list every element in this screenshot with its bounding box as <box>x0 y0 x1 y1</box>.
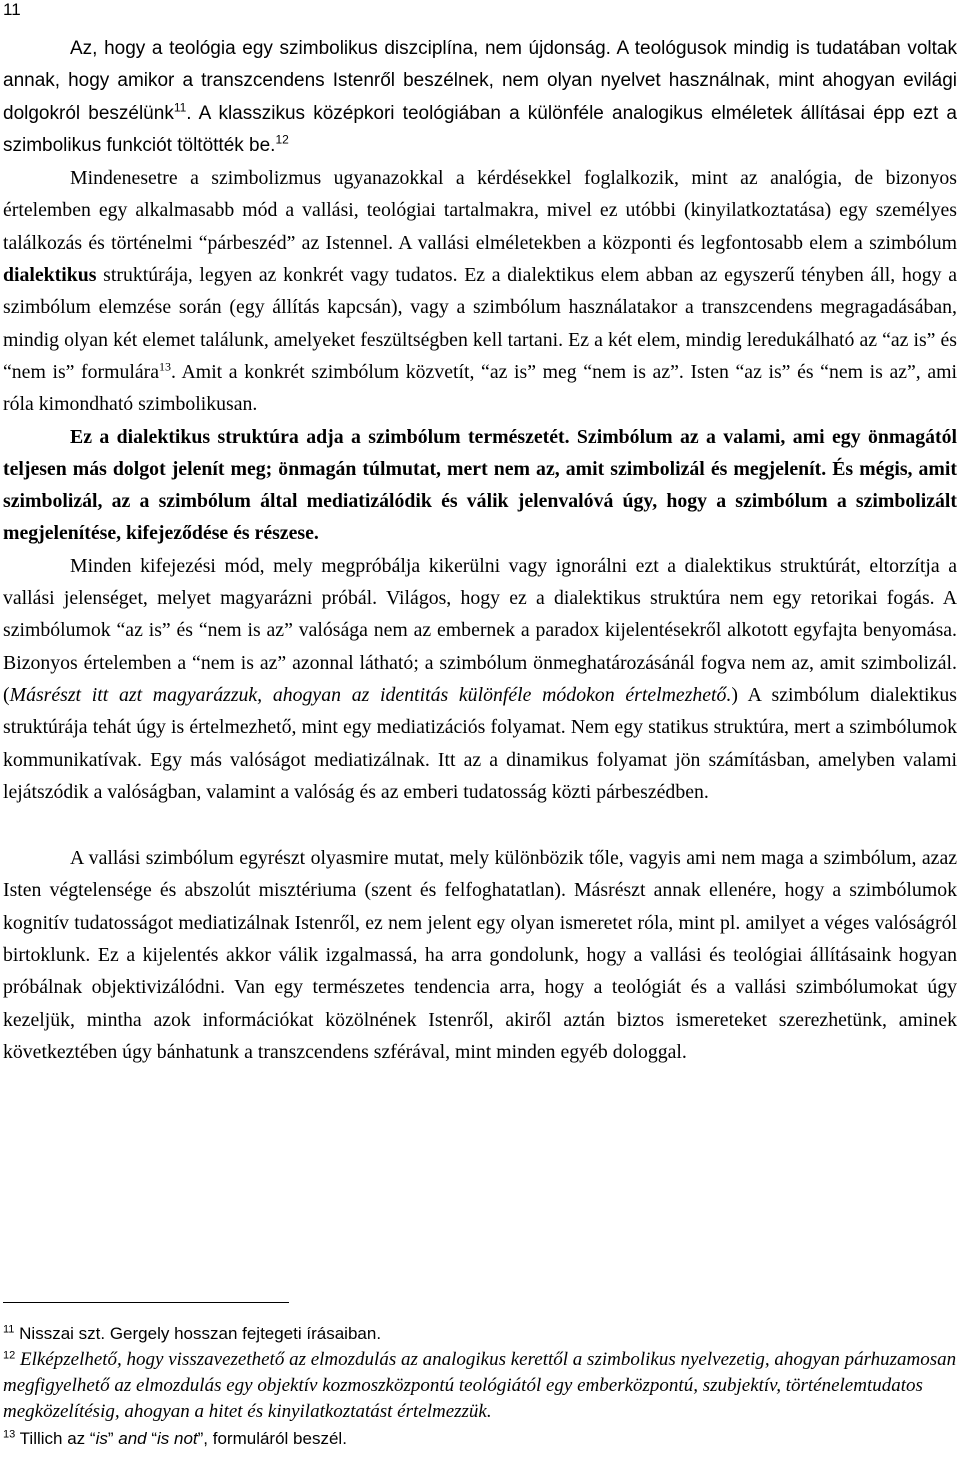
footnote-number: 13 <box>3 1427 16 1440</box>
footnote-text-pre: Tillich az “ <box>19 1428 96 1448</box>
paragraph-2-text-b: struktúrája, legyen az konkrét vagy tudatos. Ez a dialektikus elem abban az egyszerű tényben áll, hogy a szimbólum elemzése során (egy állítás kapcsán), vagy a szimbólum használatakor a transzcendens megragadásában, mindig olyan két elemet találunk, amelyeket feszültségben kell tartani. Ez a két elem, mindig leredukálható az “az is” és “nem is” formulára <box>3 264 957 383</box>
paragraph-4-text-b: ) A szimbólum dialektikus struktúrája tehát úgy is értelmezhető, mint egy mediatizációs folyamat. Nem egy statikus struktúra, mert a szimbólumok kommunikatívak. Egy más valóságot mediatizálnak. Itt az a dinamikus folyamat jön számításban, amelyben valami lejátszódik a valóságban, valamint a valóság és az emberi tudatosság közti párbeszédben. <box>3 683 958 803</box>
paragraph-2-text-a: Mindenesetre a szimbolizmus ugyanazokkal a kérdésekkel foglalkozik, mint az analógia, de bizonyos értelemben egy alkalmasabb mód a vallási, teológiai tartalmakra, mivel ez utóbbi (kinyilatkoztatása) egy személyes találkozás és történelmi “párbeszéd” az Istennel. A vallási elméletekben a központi és legfontosabb elem a szimbólum <box>3 167 957 254</box>
paragraph-2-bold-term: dialektikus <box>3 264 97 287</box>
footnote-separator <box>3 1302 289 1303</box>
footnotes <box>3 1302 957 1452</box>
footnote-12 <box>3 1347 957 1426</box>
paragraph-1 <box>3 33 957 162</box>
paragraph-4 <box>3 550 957 808</box>
paragraph-2-text-c: . Amit a konkrét szimbólum közvetít, “az is” meg “nem is az”. Isten “az is” és “nem is az”, ami róla kimondható szimbolikusan. <box>3 360 958 416</box>
footnote-text: Nisszai szt. Gergely hosszan fejtegeti írásaiban. <box>19 1324 382 1343</box>
paragraph-5: A vallási szimbólum egyrészt olyasmire mutat, mely különbözik tőle, vagyis ami nem maga a szimbólum, azaz Isten végtelensége és abszolút misztériuma (szent és felfoghatatlan). Másrészt annak ellenére, hogy a szimbólumok kognitív tudatosságot mediatizálnak Istenről, ez nem jelent egy olyan ismeretet róla, mint pl. amilyet a véges valóságról birtoklunk. Ez a kijelentés akkor válik izgalmassá, ha arra gondolunk, hogy a vallási és teológiai állításaink hogyan próbálnak objektivizálódni. Van egy természetes tendencia arra, hogy a teológiát és a vallási szimbólumokat úgy kezeljük, mintha azok információkat közölnének Istenről, akiről aztán biztos ismereteket szerezhetünk, aminek következtében úgy bánhatunk a transzcendens szférával, mint minden egyéb dologgal. <box>3 847 957 1063</box>
footnote-text-mid2: “ <box>146 1428 157 1448</box>
paragraph-1-text-a: Az, hogy a teológia egy szimbolikus diszciplína, nem újdonság. A teológusok mindig is tudatában voltak annak, hogy amikor a transzcendens Istenről beszélnek, nem olyan nyelvet használnak, mint ahogyan evilági dolgokról beszélünk <box>3 38 957 124</box>
footnote-italic-is-not: is not <box>157 1428 198 1448</box>
footnote-ref-12[interactable]: 12 <box>275 132 289 147</box>
paragraph-4-text-a: Minden kifejezési mód, mely megpróbálja kikerülni vagy ignorálni ezt a dialektikus struktúrát, eltorzítja a vallási jelenséget, melyet magyarázni próbál. Világos, hogy ez a dialektikus struktúra nem egy retorikai fogás. A szimbólumok “az is” és “nem is az” valósága nem az embernek a paradox kijelentésekről alkotott egyfajta benyomása. Bizonyos értelemben a “nem is az” azonnal látható; a szimbólum önmeghatározásánál fogva nem az, amit szimbolizál. ( <box>3 554 957 706</box>
footnote-italic-and: and <box>118 1428 147 1448</box>
footnote-italic-is: is <box>95 1428 108 1448</box>
paragraph-1-text-b: . A klasszikus középkori teológiában a különféle analogikus elméletek állításai épp ezt a szimbolikus funkciót töltötték be. <box>3 102 957 156</box>
footnote-text-post: ”, formuláról beszél. <box>197 1428 347 1448</box>
footnote-number: 12 <box>3 1349 16 1362</box>
paragraph-4-italic: Másrészt itt azt magyarázzuk, ahogyan az identitás különféle módokon értelmezhető. <box>9 683 732 706</box>
footnote-ref-13[interactable]: 13 <box>159 359 172 374</box>
paragraph-3: Ez a dialektikus struktúra adja a szimbólum természetét. Szimbólum az a valami, ami egy önmagától teljesen más dolgot jelenít meg; önmagán túlmutat, mert nem az, amit szimbolizál és megjelenít. És mégis, amit szimbolizál, az a szimbólum által mediatizálódik és válik jelenvalóvá úgy, hogy a szimbólum a szimbolizált megjelenítése, kifejeződése és részese. <box>3 425 957 545</box>
footnote-text-mid1: ” <box>107 1428 119 1448</box>
footnote-text: Elképzelhető, hogy visszavezethető az elmozdulás az analogikus kerettől a szimbolikus nyelvezetig, ahogyan párhuzamosan megfigyelhető az elmozdulás egy objektív kozmoszközpontú teológiától egy emberközpontú, szubjektív, történelemtudatos megközelítésig, ahogyan a hitet és kinyilatkoztatást értelmezzük. <box>3 1349 957 1423</box>
footnote-13 <box>3 1426 957 1452</box>
page-number: 11 <box>3 0 21 19</box>
footnote-11 <box>3 1321 957 1347</box>
footnote-ref-11[interactable]: 11 <box>173 100 187 115</box>
main-text <box>3 33 957 1068</box>
paragraph-gap <box>3 808 957 842</box>
footnote-number: 11 <box>3 1323 15 1336</box>
paragraph-2 <box>3 162 957 420</box>
